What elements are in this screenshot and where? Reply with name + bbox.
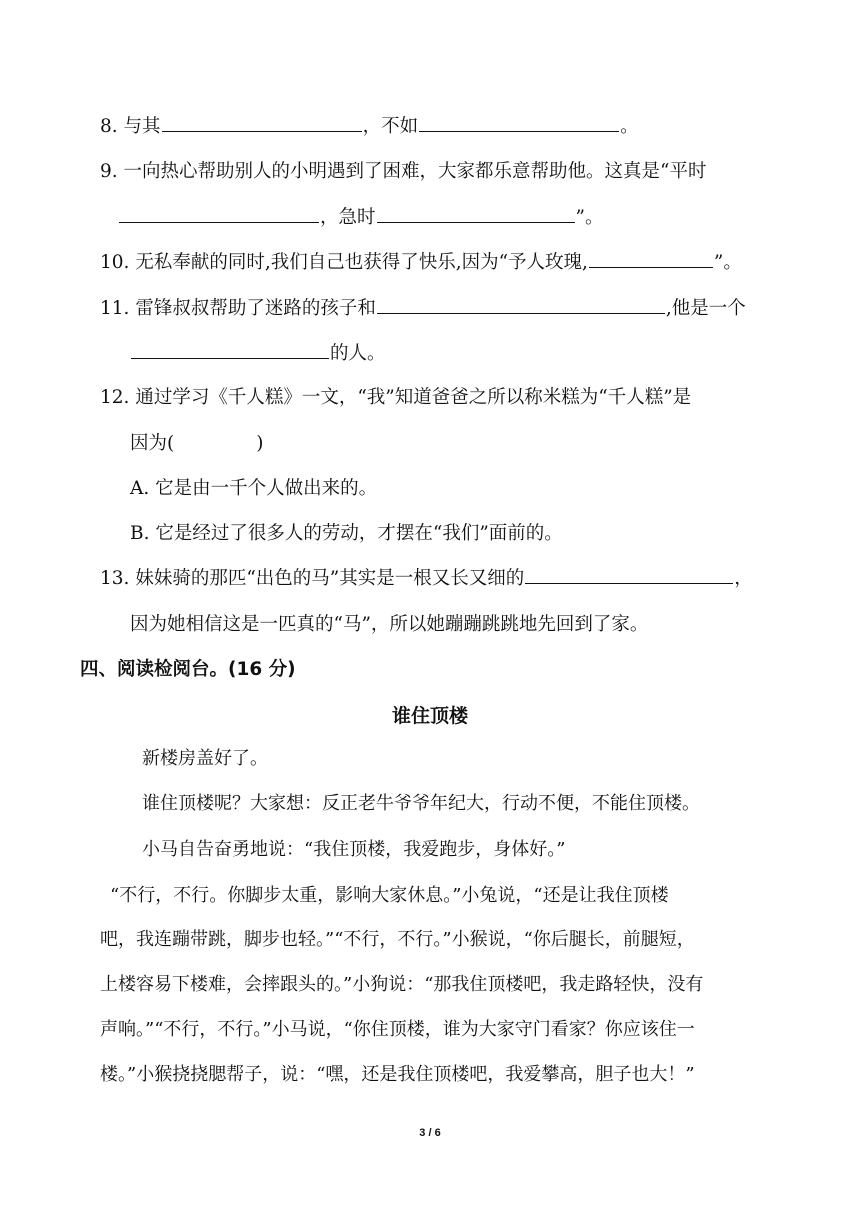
question-12 (100, 384, 691, 412)
question-text: ) (256, 433, 264, 454)
story-paragraph-line: 吧，我连蹦带跳，脚步也轻。”“不行，不行。”小猴说，“你后腿长，前腿短， (100, 929, 695, 950)
story-paragraph: 谁住顶楼呢？大家想：反正老牛爷爷年纪大，行动不便，不能住顶楼。 (142, 793, 700, 814)
answer-blank[interactable] (131, 340, 329, 359)
story-paragraph-line: 上楼容易下楼难，会摔跟头的。”小狗说：“那我住顶楼吧，我走路轻快，没有 (100, 974, 704, 995)
question-9 (100, 158, 707, 186)
question-8 (100, 113, 639, 141)
option-a-text: A. 它是由一千个人做出来的。 (130, 478, 378, 499)
question-10 (100, 249, 742, 277)
question-text: 一向热心帮助别人的小明遇到了困难，大家都乐意帮助他。这真是“平时 (123, 161, 707, 182)
question-13 (100, 565, 753, 593)
question-text: 因为( (130, 433, 175, 454)
question-text: ,他是一个 (665, 298, 746, 319)
section-heading: 四、阅读检阅台。(16 分) (80, 659, 296, 680)
question-12-line-2 (130, 430, 263, 458)
question-9-line-2 (118, 204, 603, 232)
question-text: 与其 (123, 116, 161, 137)
answer-blank[interactable] (525, 565, 733, 584)
answer-blank[interactable] (119, 204, 319, 223)
question-text: 雷锋叔叔帮助了迷路的孩子和 (135, 298, 376, 319)
question-text: 无私奉献的同时,我们自己也获得了快乐,因为“予人玫瑰, (135, 252, 588, 273)
question-number: 8. (100, 116, 118, 137)
option-b-text: B. 它是经过了很多人的劳动，才摆在“我们”面前的。 (130, 523, 563, 544)
question-number: 13. (100, 568, 130, 589)
story-paragraph: “不行，不行。你脚步太重，影响大家休息。”小兔说，“还是让我住顶楼 (110, 885, 669, 906)
question-number: 11. (100, 298, 130, 319)
page-number: 3 / 6 (419, 1127, 441, 1139)
answer-blank[interactable] (162, 113, 362, 132)
option-b[interactable] (130, 520, 563, 548)
question-text: 的人。 (330, 343, 386, 364)
question-text: 。 (620, 116, 639, 137)
question-text: ， (734, 568, 753, 589)
question-text: 妹妹骑的那匹“出色的马”其实是一根又长又细的 (135, 568, 525, 589)
question-text: ，不如 (362, 116, 419, 137)
answer-blank[interactable] (589, 249, 713, 268)
option-a[interactable] (130, 475, 377, 503)
question-text: ”。 (575, 207, 604, 228)
question-number: 9. (100, 161, 118, 182)
question-11 (100, 295, 746, 323)
question-11-line-2 (130, 340, 386, 368)
answer-blank[interactable] (377, 295, 665, 314)
story-paragraph-line: 楼。”小猴挠挠腮帮子，说：“嘿，还是我住顶楼吧，我爱攀高，胆子也大！” (100, 1064, 695, 1085)
question-number: 12. (100, 387, 130, 408)
question-text: ”。 (713, 252, 742, 273)
question-number: 10. (100, 252, 130, 273)
story-paragraph-line: 声响。”“不行，不行。”小马说，“你住顶楼，谁为大家守门看家？你应该住一 (100, 1019, 695, 1040)
question-text: ，急时 (320, 207, 376, 228)
story-paragraph: 新楼房盖好了。 (142, 748, 268, 769)
story-title: 谁住顶楼 (391, 705, 468, 727)
answer-blank[interactable] (377, 204, 575, 223)
question-text: 通过学习《千人糕》一文，“我”知道爸爸之所以称米糕为“千人糕”是 (135, 387, 692, 408)
answer-blank[interactable] (419, 113, 619, 132)
story-paragraph: 小马自告奋勇地说：“我住顶楼，我爱跑步，身体好。” (142, 839, 566, 860)
question-13-line-2 (130, 611, 648, 639)
question-text: 因为她相信这是一匹真的“马”，所以她蹦蹦跳跳地先回到了家。 (130, 614, 649, 635)
